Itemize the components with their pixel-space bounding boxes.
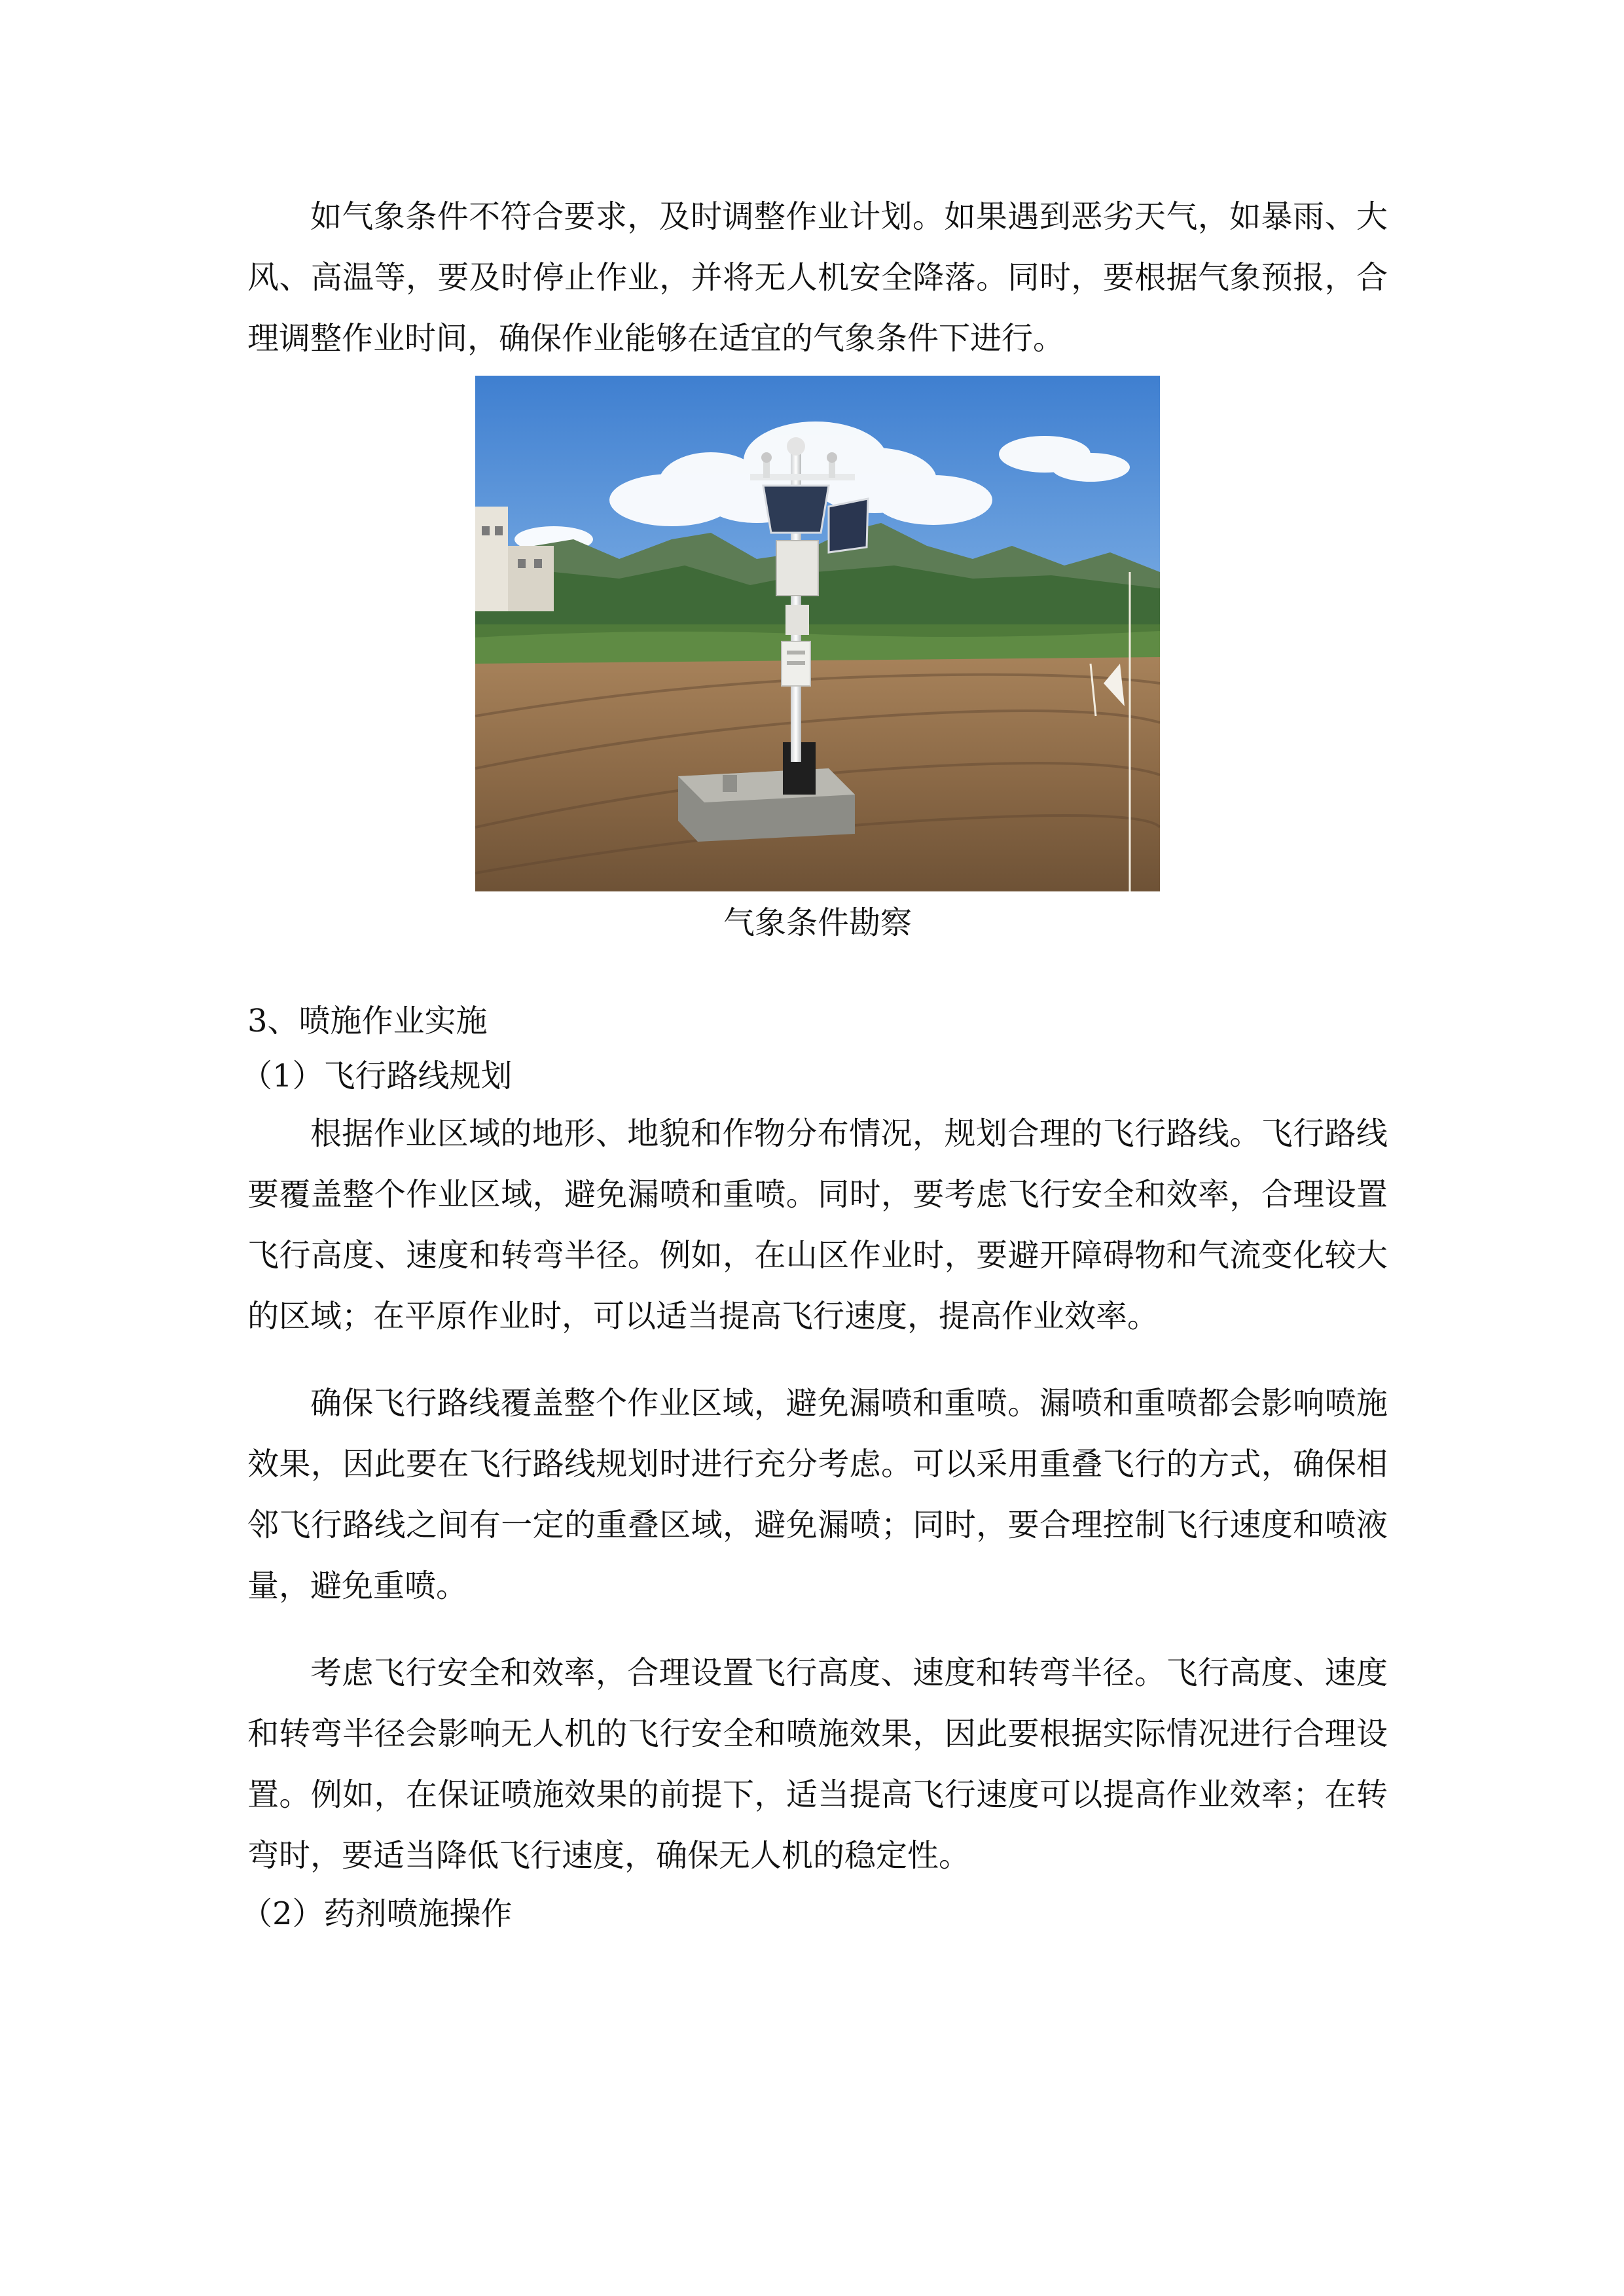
subsection-heading-flight-route: （1）飞行路线规划 <box>241 1058 513 1094</box>
weather-station-photo <box>475 376 1160 891</box>
paragraph-safety-efficiency: 考虑飞行安全和效率，合理设置飞行高度、速度和转弯半径。飞行高度、速度和转弯半径会影响无人机的飞行安全和喷施效果，因此要根据实际情况进行合理设置。例如，在保证喷施效果的前提下，适当提高飞行速度可以提高作业效率；在转弯时，要适当降低飞行速度，确保无人机的稳定性。 <box>247 1655 1388 1874</box>
subsection-heading-spraying-operation: （2）药剂喷施操作 <box>241 1895 513 1932</box>
paragraph-coverage: 确保飞行路线覆盖整个作业区域，避免漏喷和重喷。漏喷和重喷都会影响喷施效果，因此要在飞行路线规划时进行充分考虑。可以采用重叠飞行的方式，确保相邻飞行路线之间有一定的重叠区域，避免漏喷；同时，要合理控制飞行速度和喷液量，避免重喷。 <box>247 1385 1388 1604</box>
weather-station-photo-illustration <box>475 376 1160 891</box>
figure-weather-survey <box>247 376 1388 942</box>
section-spacer <box>247 942 1388 994</box>
page-content <box>241 187 1388 1941</box>
figure-caption: 气象条件勘察 <box>723 905 912 941</box>
paragraph-weather-adjustment: 如气象条件不符合要求，及时调整作业计划。如果遇到恶劣天气，如暴雨、大风、高温等，要及时停止作业，并将无人机安全降落。同时，要根据气象预报，合理调整作业时间，确保作业能够在适宜的气象条件下进行。 <box>247 198 1388 357</box>
section-heading-spraying: 3、喷施作业实施 <box>247 1003 488 1039</box>
paragraph-route-planning: 根据作业区域的地形、地貌和作物分布情况，规划合理的飞行路线。飞行路线要覆盖整个作业区域，避免漏喷和重喷。同时，要考虑飞行安全和效率，合理设置飞行高度、速度和转弯半径。例如，在山区作业时，要避开障碍物和气流变化较大的区域；在平原作业时，可以适当提高飞行速度，提高作业效率。 <box>247 1115 1388 1335</box>
